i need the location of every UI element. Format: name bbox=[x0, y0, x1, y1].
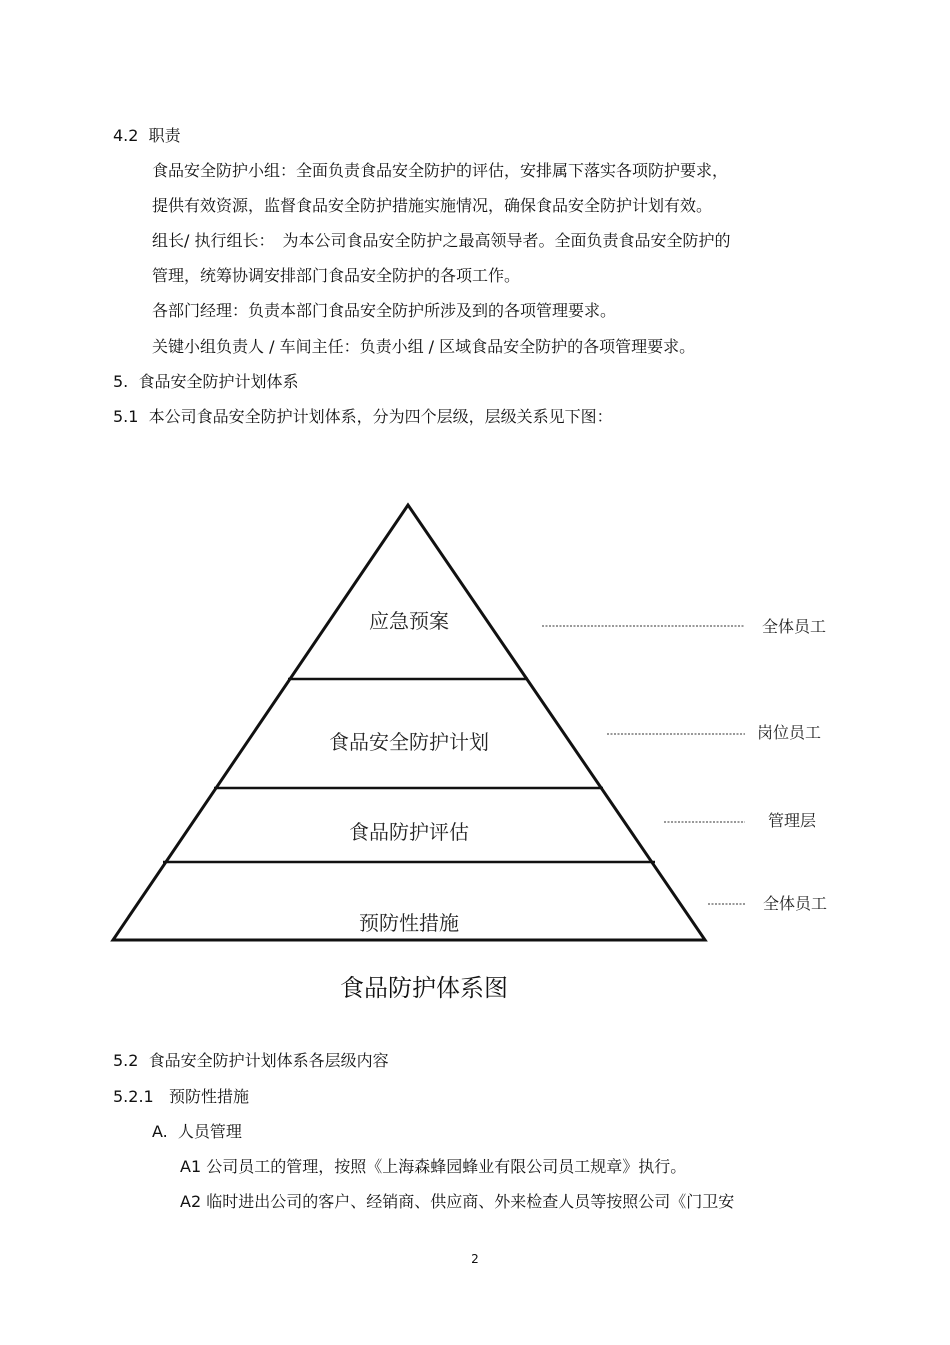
item-number: A. bbox=[152, 1122, 168, 1141]
section-title: 食品安全防护计划体系 bbox=[138, 372, 299, 391]
section-title: 预防性措施 bbox=[168, 1087, 249, 1106]
item-title: 人员管理 bbox=[177, 1122, 242, 1141]
item-text: 公司员工的管理，按照《上海森蜂园蜂业有限公司员工规章》执行。 bbox=[206, 1157, 687, 1176]
pyramid-level-label: 食品安全防护计划 bbox=[329, 730, 489, 754]
section-number: 5.2 bbox=[113, 1051, 139, 1070]
pyramid-triangle bbox=[113, 505, 705, 940]
section-number: 5.1 bbox=[113, 407, 139, 426]
item-a2 bbox=[180, 1191, 734, 1213]
page-number: 2 bbox=[471, 1252, 479, 1266]
paragraph-line: 各部门经理：负责本部门食品安全防护所涉及到的各项管理要求。 bbox=[152, 301, 617, 320]
pyramid-audience-label: 全体员工 bbox=[763, 894, 828, 913]
section-title: 食品安全防护计划体系各层级内容 bbox=[148, 1051, 389, 1070]
item-a-heading bbox=[152, 1121, 242, 1143]
item-number: A1 bbox=[180, 1157, 202, 1176]
pyramid-audience-label: 岗位员工 bbox=[757, 723, 822, 742]
item-number: A2 bbox=[180, 1192, 202, 1211]
pyramid-level-label: 预防性措施 bbox=[359, 911, 459, 935]
pyramid-level-label: 应急预案 bbox=[369, 609, 449, 633]
paragraph-line: 食品安全防护小组：全面负责食品安全防护的评估，安排属下落实各项防护要求， bbox=[152, 161, 729, 180]
section-5-2-1-heading bbox=[113, 1086, 249, 1108]
section-number: 4.2 bbox=[113, 126, 139, 145]
paragraph-line: 管理，统筹协调安排部门食品安全防护的各项工作。 bbox=[152, 266, 521, 285]
paragraph-line: 组长/ 执行组长： 为本公司食品安全防护之最高领导者。全面负责食品安全防护的 bbox=[152, 231, 731, 250]
pyramid-audience-label: 管理层 bbox=[768, 811, 817, 830]
section-number: 5. bbox=[113, 372, 129, 391]
section-title: 职责 bbox=[148, 126, 181, 145]
section-text: 本公司食品安全防护计划体系，分为四个层级，层级关系见下图： bbox=[148, 407, 613, 426]
paragraph-line: 提供有效资源，监督食品安全防护措施实施情况，确保食品安全防护计划有效。 bbox=[152, 196, 713, 215]
item-a1 bbox=[180, 1156, 686, 1178]
pyramid-outline bbox=[113, 505, 705, 940]
diagram-title: 食品防护体系图 bbox=[340, 974, 508, 1002]
pyramid-level-label: 食品防护评估 bbox=[349, 820, 469, 844]
paragraph-line: 关键小组负责人 / 车间主任：负责小组 / 区域食品安全防护的各项管理要求。 bbox=[152, 337, 696, 356]
pyramid-audience-label: 全体员工 bbox=[762, 617, 827, 636]
item-text: 临时进出公司的客户、经销商、供应商、外来检查人员等按照公司《门卫安 bbox=[206, 1192, 735, 1211]
section-5-2-heading bbox=[113, 1050, 389, 1072]
section-number: 5.2.1 bbox=[113, 1087, 154, 1106]
